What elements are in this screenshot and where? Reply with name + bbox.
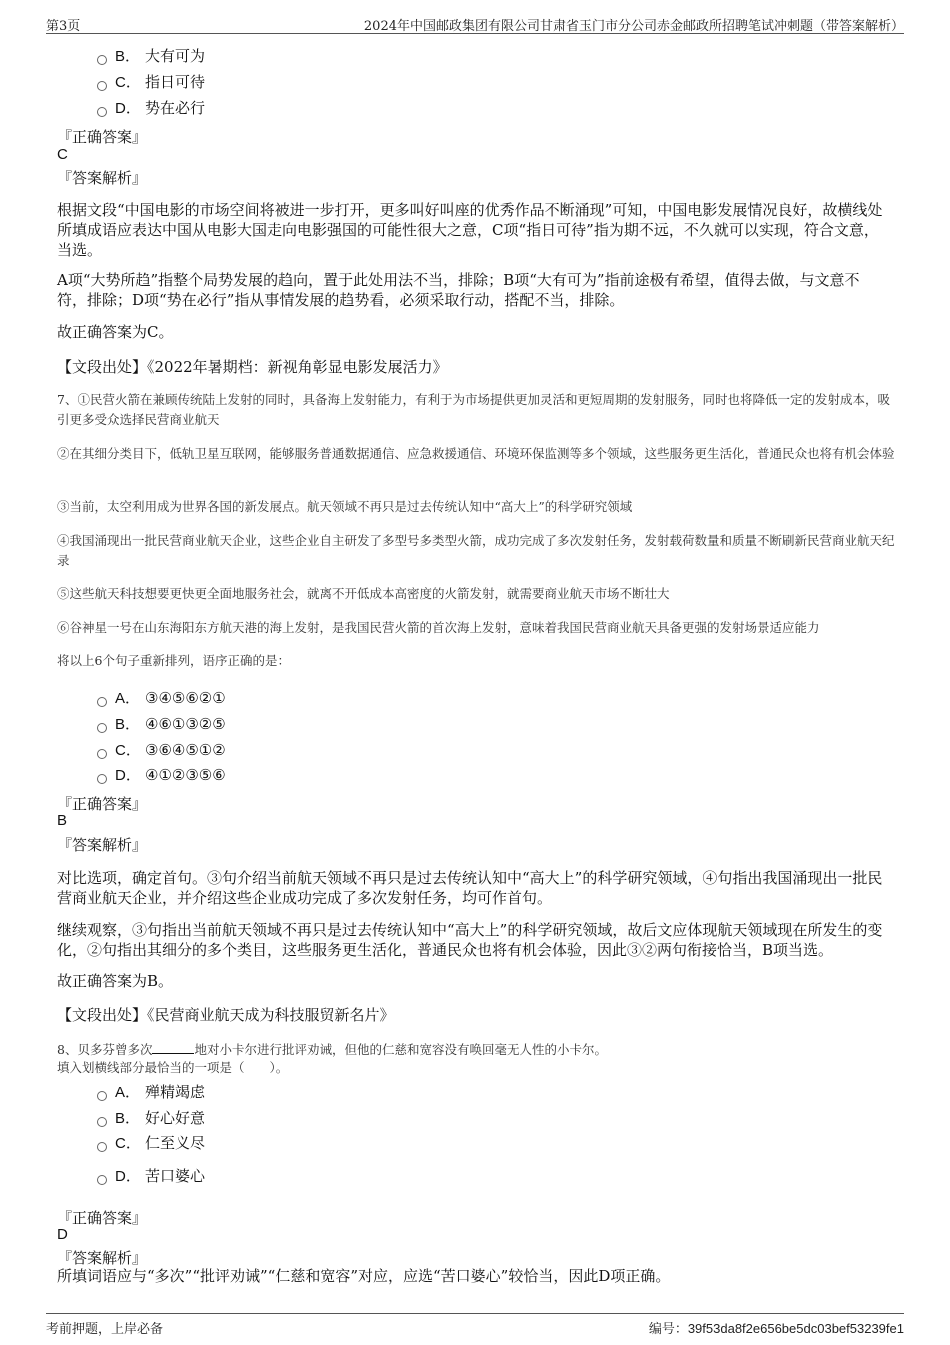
q7-option-b[interactable]: B． ④⑥①③②⑤ <box>97 714 226 734</box>
radio-icon[interactable] <box>97 697 107 707</box>
footer-slogan: 考前押题，上岸必备 <box>46 1322 164 1337</box>
q7-source: 【文段出处】《民营商业航天成为科技服贸新名片》 <box>57 1006 395 1024</box>
q8-stem-2: 填入划横线部分最恰当的一项是（ ）。 <box>57 1060 289 1075</box>
q8-analysis: 所填词语应与“多次”“批评劝诫”“仁慈和宽容”对应，应选“苦口婆心”较恰当，因此D项正确。 <box>57 1267 671 1285</box>
q7-option-d[interactable]: D． ④①②③⑤⑥ <box>97 765 226 785</box>
document-title: 2024年中国邮政集团有限公司甘肃省玉门市分公司赤金邮政所招聘笔试冲刺题（带答案解析） <box>363 19 904 34</box>
radio-icon[interactable] <box>97 723 107 733</box>
q6-option-c[interactable]: C． 指日可待 <box>97 72 205 92</box>
radio-icon[interactable] <box>97 1142 107 1152</box>
radio-icon[interactable] <box>97 55 107 65</box>
q7-sentence-5: ⑤这些航天科技想要更快更全面地服务社会，就离不开低成本高密度的火箭发射，就需要商业航天市场不断壮大 <box>57 586 670 601</box>
radio-icon[interactable] <box>97 81 107 91</box>
q8-option-c[interactable]: C． 仁至义尽 <box>97 1133 205 1153</box>
fill-blank <box>152 1053 194 1054</box>
q7-sentence-3: ③当前，太空利用成为世界各国的新发展点。航天领域不再只是过去传统认知中“高大上”的科学研究领域 <box>57 499 633 514</box>
q6-answer-label: 『正确答案』 <box>57 128 148 146</box>
radio-icon[interactable] <box>97 774 107 784</box>
radio-icon[interactable] <box>97 107 107 117</box>
q7-prompt: 将以上6个句子重新排列，语序正确的是： <box>57 653 290 668</box>
q8-answer-label: 『正确答案』 <box>57 1209 148 1227</box>
q8-option-d[interactable]: D． 苦口婆心 <box>97 1166 205 1186</box>
radio-icon[interactable] <box>97 749 107 759</box>
q7-analysis-p2: 继续观察，③句指出当前航天领域不再只是过去传统认知中“高大上”的科学研究领域，故后文应体现航天领域现在所发生的变化，②句指出其细分的多个类目，这些服务更生活化，普通民众也将有机会体验，因此③②两句衔接恰当，B项当选。 <box>57 921 883 959</box>
q8-answer: D <box>57 1226 68 1243</box>
q7-option-a[interactable]: A． ③④⑤⑥②① <box>97 688 226 708</box>
q8-option-b[interactable]: B． 好心好意 <box>97 1108 205 1128</box>
q7-sentence-6: ⑥谷神星一号在山东海阳东方航天港的海上发射，是我国民营火箭的首次海上发射，意味着我国民营商业航天具备更强的发射场景适应能力 <box>57 620 820 635</box>
q6-option-b[interactable]: B． 大有可为 <box>97 46 205 66</box>
q6-analysis-p2: A项“大势所趋”指整个局势发展的趋向，置于此处用法不当，排除；B项“大有可为”指前途极有希望，值得去做，与文意不符，排除；D项“势在必行”指从事情发展的趋势看，必须采取行动，搭配不当，排除。 <box>57 271 860 309</box>
page-header <box>46 13 904 34</box>
q8-stem: 8、贝多芬曾多次 地对小卡尔进行批评劝诫，但他的仁慈和宽容没有唤回毫无人性的小卡尔。 <box>57 1042 607 1057</box>
q6-source: 【文段出处】《2022年暑期档：新视角彰显电影发展活力》 <box>57 358 448 376</box>
q7-analysis-label: 『答案解析』 <box>57 836 148 854</box>
q7-answer-label: 『正确答案』 <box>57 795 148 813</box>
q8-analysis-label: 『答案解析』 <box>57 1249 148 1267</box>
q7-sentence-1: 7、①民营火箭在兼顾传统陆上发射的同时，具备海上发射能力，有利于为市场提供更加灵活和更短周期的发射服务，同时也将降低一定的发射成本，吸引更多受众选择民营商业航天 <box>57 392 890 427</box>
q8-option-a[interactable]: A． 殚精竭虑 <box>97 1082 205 1102</box>
radio-icon[interactable] <box>97 1091 107 1101</box>
q7-analysis-p3: 故正确答案为B。 <box>57 972 174 990</box>
q7-sentence-4: ④我国涌现出一批民营商业航天企业，这些企业自主研发了多型号多类型火箭，成功完成了多次发射任务，发射载荷数量和质量不断刷新民营商业航天纪录 <box>57 533 895 568</box>
q7-analysis-p1: 对比选项，确定首句。③句介绍当前航天领域不再只是过去传统认知中“高大上”的科学研究领域，④句指出我国涌现出一批民营商业航天企业，并介绍这些企业成功完成了多次发射任务，均可作首句。 <box>57 869 883 907</box>
q7-answer: B <box>57 812 68 829</box>
page-footer <box>46 1313 904 1336</box>
q6-analysis-p3: 故正确答案为C。 <box>57 323 174 341</box>
q6-analysis-p1: 根据文段“中国电影的市场空间将被进一步打开，更多叫好叫座的优秀作品不断涌现”可知，中国电影发展情况良好，故横线处所填成语应表达中国从电影大国走向电影强国的可能性很大之意，C项“指日可待”指为期不远，不久就可以实现，符合文意，当选。 <box>57 201 883 259</box>
radio-icon[interactable] <box>97 1175 107 1185</box>
q6-answer: C <box>57 146 68 163</box>
q7-option-c[interactable]: C． ③⑥④⑤①② <box>97 740 226 760</box>
document-id: 编号：39f53da8f2e656be5dc03bef53239fe1 <box>648 1321 904 1336</box>
q7-sentence-2: ②在其细分类目下，低轨卫星互联网，能够服务普通数据通信、应急救援通信、环境环保监测等多个领域，这些服务更生活化，普通民众也将有机会体验 <box>57 446 895 461</box>
q6-analysis-label: 『答案解析』 <box>57 169 148 187</box>
q6-option-d[interactable]: D． 势在必行 <box>97 98 205 118</box>
radio-icon[interactable] <box>97 1117 107 1127</box>
page-number: 第3页 <box>46 19 81 34</box>
